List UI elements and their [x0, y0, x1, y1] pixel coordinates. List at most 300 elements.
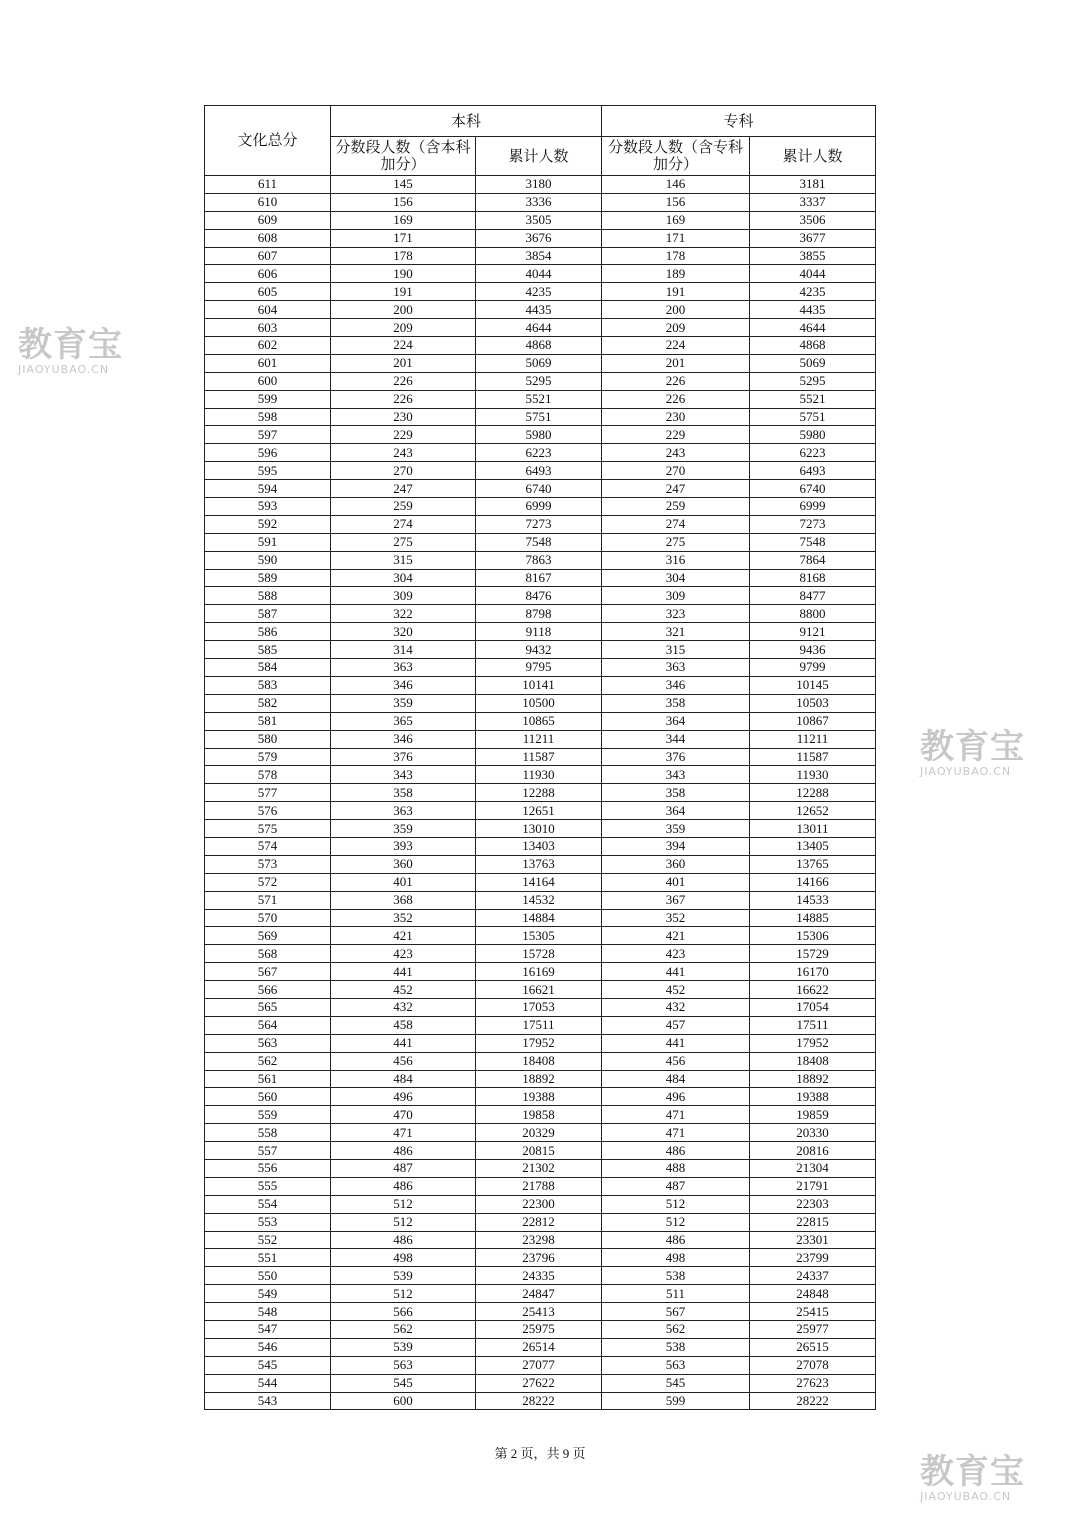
benke-cumulative-cell: 16621 — [476, 981, 602, 999]
score-cell: 591 — [205, 533, 331, 551]
benke-count-cell: 368 — [331, 891, 476, 909]
zhuanke-cumulative-cell: 23799 — [750, 1249, 876, 1267]
zhuanke-cumulative-cell: 17952 — [750, 1034, 876, 1052]
table-row — [205, 927, 876, 945]
table-row — [205, 569, 876, 587]
table-row — [205, 676, 876, 694]
zhuanke-cumulative-cell: 10503 — [750, 694, 876, 712]
zhuanke-cumulative-cell: 14885 — [750, 909, 876, 927]
benke-cumulative-cell: 22812 — [476, 1213, 602, 1231]
table-row — [205, 945, 876, 963]
benke-count-cell: 365 — [331, 712, 476, 730]
zhuanke-count-cell: 201 — [602, 354, 750, 372]
score-cell: 551 — [205, 1249, 331, 1267]
benke-count-cell: 566 — [331, 1303, 476, 1321]
table-row — [205, 533, 876, 551]
score-cell: 593 — [205, 498, 331, 516]
zhuanke-count-cell: 456 — [602, 1052, 750, 1070]
benke-count-cell: 145 — [331, 176, 476, 194]
watermark-left — [18, 325, 123, 376]
score-cell: 562 — [205, 1052, 331, 1070]
score-cell: 594 — [205, 480, 331, 498]
table-row — [205, 1088, 876, 1106]
table-row — [205, 981, 876, 999]
zhuanke-count-cell: 486 — [602, 1231, 750, 1249]
zhuanke-cumulative-cell: 3337 — [750, 193, 876, 211]
score-distribution-table — [204, 105, 876, 1410]
table-row — [205, 462, 876, 480]
table-row — [205, 1356, 876, 1374]
watermark-domain: JIAOYUBAO.CN — [920, 765, 1012, 778]
score-cell: 568 — [205, 945, 331, 963]
zhuanke-cumulative-cell: 5521 — [750, 390, 876, 408]
benke-count-cell: 376 — [331, 748, 476, 766]
zhuanke-count-cell: 309 — [602, 587, 750, 605]
benke-count-cell: 600 — [331, 1392, 476, 1410]
benke-cumulative-cell: 21788 — [476, 1177, 602, 1195]
score-cell: 546 — [205, 1338, 331, 1356]
benke-cumulative-cell: 18408 — [476, 1052, 602, 1070]
benke-count-cell: 487 — [331, 1159, 476, 1177]
benke-count-cell: 359 — [331, 694, 476, 712]
table-row — [205, 1285, 876, 1303]
benke-cumulative-cell: 22300 — [476, 1195, 602, 1213]
watermark-right — [920, 727, 1025, 778]
table-row — [205, 998, 876, 1016]
score-cell: 567 — [205, 963, 331, 981]
benke-cumulative-cell: 4868 — [476, 337, 602, 355]
zhuanke-cumulative-cell: 8800 — [750, 605, 876, 623]
score-cell: 603 — [205, 319, 331, 337]
benke-count-cell: 363 — [331, 659, 476, 677]
table-row — [205, 820, 876, 838]
benke-count-cell: 156 — [331, 193, 476, 211]
benke-count-cell: 309 — [331, 587, 476, 605]
score-cell: 587 — [205, 605, 331, 623]
zhuanke-cumulative-cell: 15729 — [750, 945, 876, 963]
table-row — [205, 605, 876, 623]
score-cell: 560 — [205, 1088, 331, 1106]
score-cell: 610 — [205, 193, 331, 211]
watermark-bottom-right — [920, 1452, 1025, 1503]
zhuanke-count-cell: 323 — [602, 605, 750, 623]
benke-cumulative-cell: 27077 — [476, 1356, 602, 1374]
benke-count-cell: 169 — [331, 211, 476, 229]
score-cell: 596 — [205, 444, 331, 462]
zhuanke-cumulative-cell: 23301 — [750, 1231, 876, 1249]
zhuanke-cumulative-cell: 3677 — [750, 229, 876, 247]
zhuanke-cumulative-cell: 3181 — [750, 176, 876, 194]
score-cell: 601 — [205, 354, 331, 372]
zhuanke-group-header: 专科 — [602, 106, 876, 137]
benke-count-cell: 226 — [331, 372, 476, 390]
zhuanke-count-cell: 259 — [602, 498, 750, 516]
benke-count-cell: 486 — [331, 1177, 476, 1195]
zhuanke-cumulative-cell: 4868 — [750, 337, 876, 355]
zhuanke-cumulative-cell: 10145 — [750, 676, 876, 694]
score-cell: 573 — [205, 855, 331, 873]
benke-cumulative-cell: 6999 — [476, 498, 602, 516]
benke-count-cell: 171 — [331, 229, 476, 247]
table-row — [205, 766, 876, 784]
benke-cumulative-cell: 3854 — [476, 247, 602, 265]
score-cell: 550 — [205, 1267, 331, 1285]
benke-count-cell: 322 — [331, 605, 476, 623]
table-row — [205, 641, 876, 659]
zhuanke-count-cell: 545 — [602, 1374, 750, 1392]
benke-cumulative-cell: 6223 — [476, 444, 602, 462]
benke-count-cell: 201 — [331, 354, 476, 372]
score-cell: 600 — [205, 372, 331, 390]
benke-count-cell: 320 — [331, 623, 476, 641]
benke-count-cell: 539 — [331, 1267, 476, 1285]
score-cell: 579 — [205, 748, 331, 766]
table-row — [205, 337, 876, 355]
score-cell: 547 — [205, 1321, 331, 1339]
benke-cumulative-cell: 14164 — [476, 873, 602, 891]
benke-cumulative-cell: 5751 — [476, 408, 602, 426]
table-row — [205, 498, 876, 516]
benke-cumulative-cell: 7863 — [476, 551, 602, 569]
benke-cumulative-cell: 25413 — [476, 1303, 602, 1321]
table-row — [205, 354, 876, 372]
benke-cumulative-cell: 8476 — [476, 587, 602, 605]
zhuanke-cumulative-cell: 8168 — [750, 569, 876, 587]
watermark-title: 教育宝 — [18, 325, 123, 365]
score-cell: 608 — [205, 229, 331, 247]
table-row — [205, 1159, 876, 1177]
benke-cumulative-cell: 15305 — [476, 927, 602, 945]
score-cell: 597 — [205, 426, 331, 444]
zhuanke-cumulative-cell: 21304 — [750, 1159, 876, 1177]
zhuanke-cumulative-cell: 25977 — [750, 1321, 876, 1339]
table-row — [205, 1338, 876, 1356]
benke-count-cell: 441 — [331, 963, 476, 981]
zhuanke-count-cell: 563 — [602, 1356, 750, 1374]
table-row — [205, 623, 876, 641]
zhuanke-count-cell: 401 — [602, 873, 750, 891]
benke-cumulative-cell: 6493 — [476, 462, 602, 480]
benke-count-cell: 226 — [331, 390, 476, 408]
table-row — [205, 1177, 876, 1195]
zhuanke-cumulative-cell: 27623 — [750, 1374, 876, 1392]
benke-cumulative-cell: 20815 — [476, 1142, 602, 1160]
zhuanke-cumulative-cell: 5751 — [750, 408, 876, 426]
score-cell: 570 — [205, 909, 331, 927]
zhuanke-count-cell: 421 — [602, 927, 750, 945]
benke-cumulative-cell: 13010 — [476, 820, 602, 838]
zhuanke-count-cell: 358 — [602, 784, 750, 802]
zhuanke-cumulative-cell: 20330 — [750, 1124, 876, 1142]
benke-count-cell: 191 — [331, 283, 476, 301]
score-cell: 577 — [205, 784, 331, 802]
zhuanke-cumulative-cell: 4044 — [750, 265, 876, 283]
score-cell: 592 — [205, 515, 331, 533]
zhuanke-cumulative-cell: 3506 — [750, 211, 876, 229]
benke-cumulative-cell: 11211 — [476, 730, 602, 748]
benke-count-cell: 512 — [331, 1285, 476, 1303]
score-cell: 571 — [205, 891, 331, 909]
zhuanke-count-cell: 471 — [602, 1124, 750, 1142]
score-cell: 581 — [205, 712, 331, 730]
zhuanke-count-cell: 441 — [602, 1034, 750, 1052]
table-row — [205, 1392, 876, 1410]
zhuanke-count-cell: 538 — [602, 1338, 750, 1356]
zhuanke-count-cell: 226 — [602, 372, 750, 390]
watermark-title: 教育宝 — [920, 1452, 1025, 1492]
zhuanke-cumulative-cell: 9121 — [750, 623, 876, 641]
benke-cumulative-cell: 3676 — [476, 229, 602, 247]
zhuanke-cumulative-cell: 27078 — [750, 1356, 876, 1374]
benke-count-cell: 393 — [331, 837, 476, 855]
zhuanke-cumulative-cell: 5295 — [750, 372, 876, 390]
table-row — [205, 515, 876, 533]
zhuanke-count-cell: 275 — [602, 533, 750, 551]
table-row — [205, 1070, 876, 1088]
benke-cumulative-cell: 24335 — [476, 1267, 602, 1285]
score-cell: 595 — [205, 462, 331, 480]
benke-cumulative-cell: 3180 — [476, 176, 602, 194]
benke-count-cell: 360 — [331, 855, 476, 873]
benke-count-cell: 423 — [331, 945, 476, 963]
table-row — [205, 1106, 876, 1124]
benke-count-cell: 304 — [331, 569, 476, 587]
benke-count-cell: 545 — [331, 1374, 476, 1392]
zhuanke-count-cell: 316 — [602, 551, 750, 569]
score-cell: 544 — [205, 1374, 331, 1392]
benke-count-cell: 421 — [331, 927, 476, 945]
benke-cumulative-cell: 5295 — [476, 372, 602, 390]
score-cell: 543 — [205, 1392, 331, 1410]
score-cell: 569 — [205, 927, 331, 945]
zhuanke-count-cell: 304 — [602, 569, 750, 587]
benke-cumulative-cell: 20329 — [476, 1124, 602, 1142]
score-cell: 559 — [205, 1106, 331, 1124]
table-row — [205, 587, 876, 605]
table-row — [205, 1195, 876, 1213]
zhuanke-count-cell: 562 — [602, 1321, 750, 1339]
benke-count-cell: 458 — [331, 1016, 476, 1034]
benke-cumulative-cell: 10500 — [476, 694, 602, 712]
table-row — [205, 712, 876, 730]
benke-cumulative-cell: 13763 — [476, 855, 602, 873]
score-cell: 555 — [205, 1177, 331, 1195]
table-row — [205, 1142, 876, 1160]
zhuanke-cumulative-header: 累计人数 — [750, 137, 876, 176]
zhuanke-cumulative-cell: 8477 — [750, 587, 876, 605]
table-row — [205, 748, 876, 766]
table-row — [205, 372, 876, 390]
score-cell: 558 — [205, 1124, 331, 1142]
benke-cumulative-cell: 6740 — [476, 480, 602, 498]
zhuanke-cumulative-cell: 14533 — [750, 891, 876, 909]
table-row — [205, 1016, 876, 1034]
benke-cumulative-cell: 25975 — [476, 1321, 602, 1339]
benke-count-cell: 441 — [331, 1034, 476, 1052]
score-cell: 549 — [205, 1285, 331, 1303]
score-cell: 553 — [205, 1213, 331, 1231]
benke-count-cell: 498 — [331, 1249, 476, 1267]
zhuanke-count-cell: 423 — [602, 945, 750, 963]
zhuanke-cumulative-cell: 4644 — [750, 319, 876, 337]
benke-count-cell: 432 — [331, 998, 476, 1016]
benke-cumulative-cell: 10141 — [476, 676, 602, 694]
benke-cumulative-cell: 23796 — [476, 1249, 602, 1267]
zhuanke-count-cell: 200 — [602, 301, 750, 319]
zhuanke-cumulative-cell: 14166 — [750, 873, 876, 891]
zhuanke-cumulative-cell: 10867 — [750, 712, 876, 730]
score-column-header: 文化总分 — [205, 106, 331, 176]
score-cell: 589 — [205, 569, 331, 587]
zhuanke-cumulative-cell: 7864 — [750, 551, 876, 569]
table-row — [205, 891, 876, 909]
zhuanke-count-cell: 191 — [602, 283, 750, 301]
zhuanke-count-cell: 247 — [602, 480, 750, 498]
score-cell: 605 — [205, 283, 331, 301]
benke-cumulative-cell: 5521 — [476, 390, 602, 408]
zhuanke-cumulative-cell: 17511 — [750, 1016, 876, 1034]
table-row — [205, 444, 876, 462]
benke-count-cell: 512 — [331, 1213, 476, 1231]
score-cell: 548 — [205, 1303, 331, 1321]
benke-count-cell: 470 — [331, 1106, 476, 1124]
score-cell: 565 — [205, 998, 331, 1016]
table-row — [205, 694, 876, 712]
zhuanke-cumulative-cell: 17054 — [750, 998, 876, 1016]
zhuanke-cumulative-cell: 7273 — [750, 515, 876, 533]
zhuanke-cumulative-cell: 13011 — [750, 820, 876, 838]
zhuanke-count-cell: 441 — [602, 963, 750, 981]
benke-cumulative-cell: 21302 — [476, 1159, 602, 1177]
table-row — [205, 193, 876, 211]
zhuanke-cumulative-cell: 25415 — [750, 1303, 876, 1321]
benke-count-cell: 359 — [331, 820, 476, 838]
zhuanke-cumulative-cell: 5980 — [750, 426, 876, 444]
benke-count-cell: 539 — [331, 1338, 476, 1356]
zhuanke-count-cell: 364 — [602, 712, 750, 730]
table-row — [205, 1052, 876, 1070]
score-cell: 564 — [205, 1016, 331, 1034]
benke-count-cell: 486 — [331, 1142, 476, 1160]
benke-cumulative-cell: 3336 — [476, 193, 602, 211]
zhuanke-count-cell: 364 — [602, 802, 750, 820]
benke-cumulative-cell: 15728 — [476, 945, 602, 963]
zhuanke-count-cell: 488 — [602, 1159, 750, 1177]
benke-count-cell: 563 — [331, 1356, 476, 1374]
benke-cumulative-cell: 24847 — [476, 1285, 602, 1303]
watermark-title: 教育宝 — [920, 727, 1025, 767]
zhuanke-cumulative-cell: 24848 — [750, 1285, 876, 1303]
benke-count-cell: 401 — [331, 873, 476, 891]
zhuanke-cumulative-cell: 21791 — [750, 1177, 876, 1195]
benke-count-cell: 190 — [331, 265, 476, 283]
benke-count-cell: 352 — [331, 909, 476, 927]
benke-count-cell: 247 — [331, 480, 476, 498]
benke-cumulative-cell: 23298 — [476, 1231, 602, 1249]
score-cell: 552 — [205, 1231, 331, 1249]
zhuanke-count-cell: 457 — [602, 1016, 750, 1034]
table-row — [205, 1303, 876, 1321]
zhuanke-count-cell: 209 — [602, 319, 750, 337]
score-cell: 586 — [205, 623, 331, 641]
score-cell: 545 — [205, 1356, 331, 1374]
benke-count-cell: 314 — [331, 641, 476, 659]
benke-count-cell: 346 — [331, 730, 476, 748]
benke-count-cell: 496 — [331, 1088, 476, 1106]
zhuanke-count-cell: 452 — [602, 981, 750, 999]
zhuanke-count-cell: 224 — [602, 337, 750, 355]
benke-cumulative-cell: 7273 — [476, 515, 602, 533]
benke-cumulative-cell: 16169 — [476, 963, 602, 981]
score-cell: 609 — [205, 211, 331, 229]
zhuanke-cumulative-cell: 12288 — [750, 784, 876, 802]
benke-cumulative-cell: 11930 — [476, 766, 602, 784]
zhuanke-count-cell: 178 — [602, 247, 750, 265]
zhuanke-cumulative-cell: 11587 — [750, 748, 876, 766]
table-row — [205, 176, 876, 194]
score-cell: 585 — [205, 641, 331, 659]
watermark-domain: JIAOYUBAO.CN — [18, 363, 110, 376]
zhuanke-count-cell: 343 — [602, 766, 750, 784]
table-row — [205, 1267, 876, 1285]
benke-cumulative-cell: 11587 — [476, 748, 602, 766]
benke-count-cell: 209 — [331, 319, 476, 337]
table-row — [205, 211, 876, 229]
table-row — [205, 802, 876, 820]
zhuanke-cumulative-cell: 6223 — [750, 444, 876, 462]
score-cell: 574 — [205, 837, 331, 855]
score-cell: 604 — [205, 301, 331, 319]
benke-count-cell: 363 — [331, 802, 476, 820]
zhuanke-cumulative-cell: 11930 — [750, 766, 876, 784]
benke-cumulative-cell: 12288 — [476, 784, 602, 802]
score-cell: 583 — [205, 676, 331, 694]
benke-cumulative-cell: 18892 — [476, 1070, 602, 1088]
benke-cumulative-cell: 7548 — [476, 533, 602, 551]
zhuanke-count-cell: 487 — [602, 1177, 750, 1195]
benke-count-cell: 512 — [331, 1195, 476, 1213]
zhuanke-count-cell: 189 — [602, 265, 750, 283]
benke-cumulative-cell: 19858 — [476, 1106, 602, 1124]
zhuanke-cumulative-cell: 28222 — [750, 1392, 876, 1410]
benke-cumulative-cell: 9795 — [476, 659, 602, 677]
benke-count-cell: 343 — [331, 766, 476, 784]
table-row — [205, 837, 876, 855]
table-row — [205, 1321, 876, 1339]
score-cell: 556 — [205, 1159, 331, 1177]
zhuanke-count-cell: 511 — [602, 1285, 750, 1303]
benke-count-cell: 484 — [331, 1070, 476, 1088]
zhuanke-cumulative-cell: 24337 — [750, 1267, 876, 1285]
zhuanke-count-cell: 315 — [602, 641, 750, 659]
benke-group-header: 本科 — [331, 106, 602, 137]
benke-count-cell: 452 — [331, 981, 476, 999]
benke-count-cell: 224 — [331, 337, 476, 355]
benke-count-cell: 562 — [331, 1321, 476, 1339]
table-row — [205, 1124, 876, 1142]
table-row — [205, 426, 876, 444]
score-cell: 580 — [205, 730, 331, 748]
benke-count-cell: 471 — [331, 1124, 476, 1142]
table-row — [205, 1249, 876, 1267]
benke-cumulative-cell: 17053 — [476, 998, 602, 1016]
score-cell: 599 — [205, 390, 331, 408]
benke-count-cell: 346 — [331, 676, 476, 694]
zhuanke-cumulative-cell: 19388 — [750, 1088, 876, 1106]
table-row — [205, 247, 876, 265]
table-row — [205, 551, 876, 569]
benke-cumulative-cell: 14884 — [476, 909, 602, 927]
